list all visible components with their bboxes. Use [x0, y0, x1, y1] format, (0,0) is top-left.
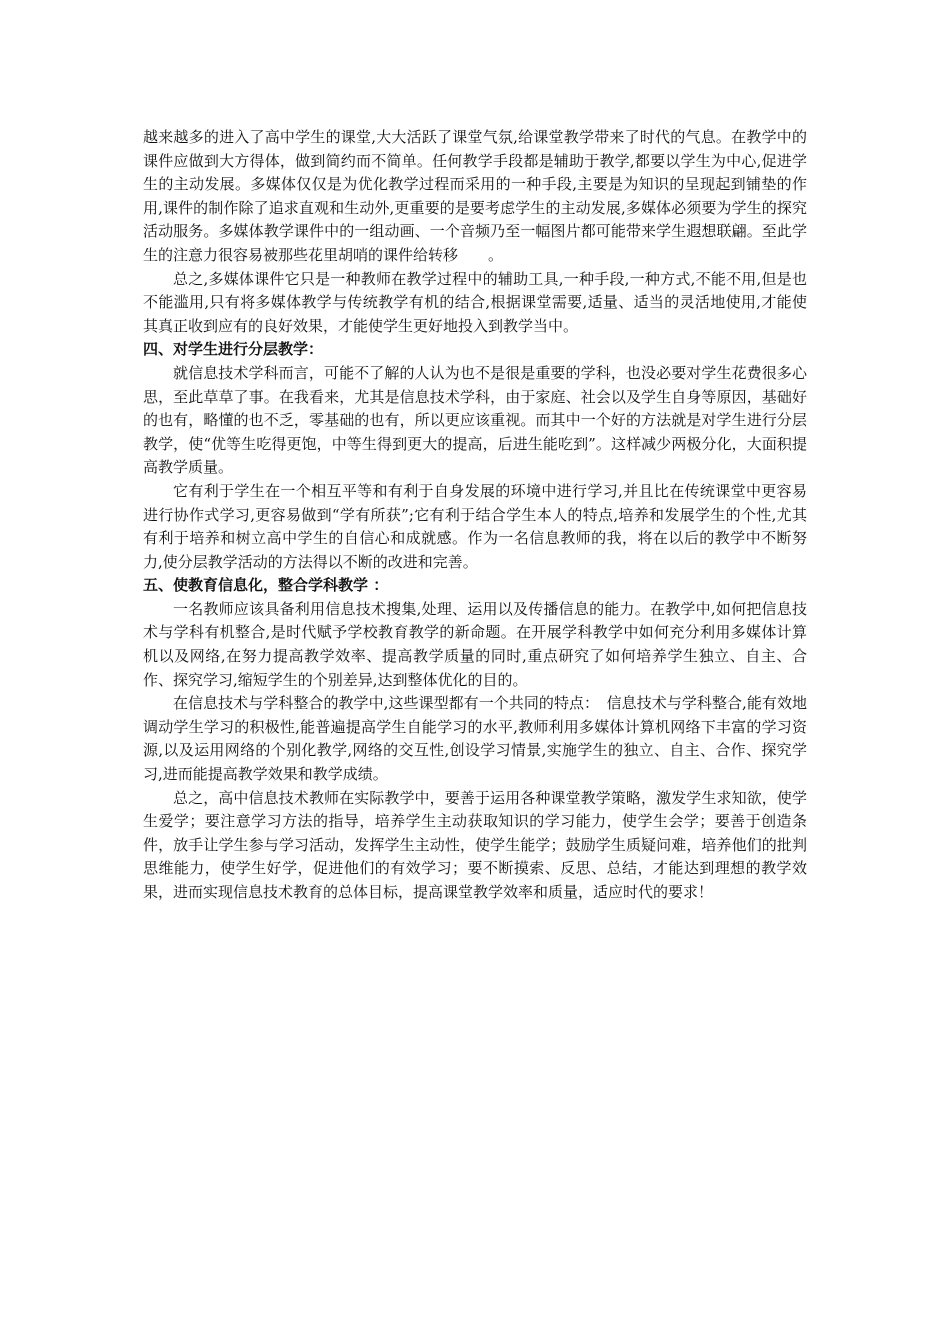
- document-body: [143, 126, 807, 905]
- paragraph-integration-1: 一名教师应该具备利用信息技术搜集,处理、运用以及传播信息的能力。在教学中,如何把信息技术与学科有机整合,是时代赋予学校教育教学的新命题。在开展学科教学中如何充分利用多媒体计算机以及网络,在努力提高教学效率、提高教学质量的同时,重点研究了如何培养学生独立、自主、合作、探究学习,缩短学生的个别差异,达到整体优化的目的。: [143, 599, 807, 689]
- paragraph-continuation: 越来越多的进入了高中学生的课堂,大大活跃了课堂气氛,给课堂教学带来了时代的气息。在教学中的课件应做到大方得体，做到简约而不简单。任何教学手段都是辅助于教学,都要以学生为中心,促进学生的主动发展。多媒体仅仅是为优化教学过程而采用的一种手段,主要是为知识的呈现起到铺垫的作用,课件的制作除了追求直观和生动外,更重要的是要考虑学生的主动发展,多媒体必须要为学生的探究活动服务。多媒体教学课件中的一组动画、一个音频乃至一幅图片都可能带来学生遐想联翩。至此学生的注意力很容易被那些花里胡哨的课件给转移 。: [143, 128, 807, 264]
- section-heading-4: 四、对学生进行分层教学：: [143, 340, 324, 359]
- section-heading-5: 五、使教育信息化，整合学科教学 ：: [143, 576, 389, 595]
- paragraph-integration-2: 在信息技术与学科整合的教学中,这些课型都有一个共同的特点： 信息技术与学科整合,能有效地调动学生学习的积极性,能普遍提高学生自能学习的水平,教师利用多媒体计算机网络下丰富的学习资源,以及运用网络的个别化教学,网络的交互性,创设学习情景,实施学生的独立、自主、合作、探究学习,进而能提高教学效果和教学成绩。: [143, 694, 807, 784]
- paragraph-layered-teaching-2: 它有利于学生在一个相互平等和有利于自身发展的环境中进行学习,并且比在传统课堂中更容易进行协作式学习,更容易做到“学有所获”;它有利于结合学生本人的特点,培养和发展学生的个性,尤其有利于培养和树立高中学生的自信心和成就感。作为一名信息教师的我，将在以后的教学中不断努力,使分层教学活动的方法得以不断的改进和完善。: [143, 481, 807, 571]
- paragraph-conclusion: 总之，高中信息技术教师在实际教学中，要善于运用各种课堂教学策略，激发学生求知欲，使学生爱学；要注意学习方法的指导，培养学生主动获取知识的学习能力，使学生会学；要善于创造条件，放手让学生参与学习活动，发挥学生主动性，使学生能学；鼓励学生质疑问难，培养他们的批判思维能力，使学生好学，促进他们的有效学习；要不断摸索、反思、总结，才能达到理想的教学效果，进而实现信息技术教育的总体目标，提高课堂教学效率和质量，适应时代的要求！: [143, 788, 807, 901]
- paragraph-multimedia-summary: 总之,多媒体课件它只是一种教师在教学过程中的辅助工具,一种手段,一种方式,不能不用,但是也不能滥用,只有将多媒体教学与传统教学有机的结合,根据课堂需要,适量、适当的灵活地使用,才能使其真正收到应有的良好效果，才能使学生更好地投入到教学当中。: [143, 269, 807, 335]
- paragraph-layered-teaching-1: 就信息技术学科而言，可能不了解的人认为也不是很是重要的学科，也没必要对学生花费很多心思，至此草草了事。在我看来，尤其是信息技术学科，由于家庭、社会以及学生自身等原因，基础好的也有，略懂的也不乏，零基础的也有，所以更应该重视。而其中一个好的方法就是对学生进行分层教学，使“优等生吃得更饱，中等生得到更大的提高，后进生能吃到”。这样减少两极分化，大面积提高教学质量。: [143, 363, 807, 477]
